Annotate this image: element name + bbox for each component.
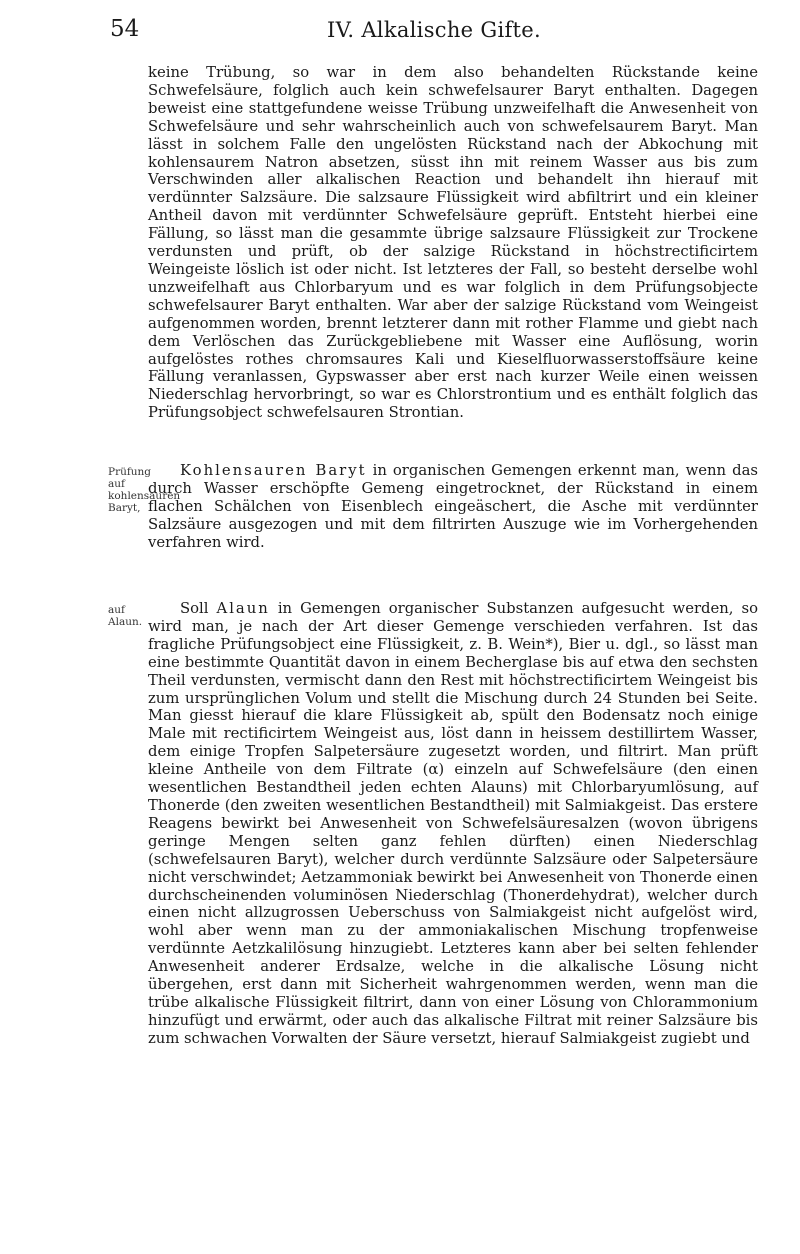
paragraph-2-body: in organischen Gemengen erkennt man, wenn das durch Wasser erschöpfte Gemeng eingetrocknet, der Rückstand in einem flachen Schälchen von Eisenblech eingeäschert, die Asche mit verdünnter Salzsäure ausgezogen und mit dem filtrirten Auszuge wie im Vorhergehenden verfahren wird.: [148, 462, 759, 551]
running-title: IV. Alkalische Gifte.: [327, 18, 541, 42]
margin-note-alaun: auf Alaun.: [108, 604, 143, 628]
keyword-kohlensauren-baryt: Kohlensauren Baryt: [180, 462, 367, 479]
page-number: 54: [110, 16, 140, 42]
keyword-alaun: Alaun: [216, 600, 270, 617]
margin-note-kohlensauren-baryt: Prüfung auf kohlensauren Baryt,: [108, 466, 181, 514]
paragraph-3-body: in Gemengen organischer Substanzen aufgesucht werden, so wird man, je nach der Art dieser Gemenge verschieden verfahren. Ist das fragliche Prüfungsobject eine Flüssigkeit, z. B. Wein*), Bier u. dgl., so lässt man eine bestimmte Quantität davon in einem Becherglase bis auf etwa den sechsten Theil verdunsten, vermischt dann den Rest mit höchstrectificirtem Weingeist bis zum ursprünglichen Volum und stellt die Mischung durch 24 Stunden bei Seite. Man giesst hierauf die klare Flüssigkeit ab, spült den Bodensatz noch einige Male mit rectificirtem Weingeist aus, löst dann in heissem destillirtem Wasser, dem einige Tropfen Salpetersäure zugesetzt worden, und filtrirt. Man prüft kleine Antheile von dem Filtrate (α) einzeln auf Schwefelsäure (den einen wesentlichen Bestandtheil jeden echten Alauns) mit Chlorbaryumlösung, auf Thonerde (den zweiten wesentlichen Bestandtheil) mit Salmiakgeist. Das erstere Reagens bewirkt bei Anwesenheit von Schwefelsäuresalzen (wovon übrigens geringe Mengen selten ganz fehlen dürften) einen Niederschlag (schwefelsauren Baryt), welcher durch verdünnte Salzsäure oder Salpetersäure nicht verschwindet; Aetzammoniak bewirkt bei Anwesenheit von Thonerde einen durchscheinenden voluminösen Niederschlag (Thonerdehydrat), welcher durch einen nicht allzugrossen Ueberschuss von Salmiakgeist nicht aufgelöst wird, wohl aber wenn man zu der ammoniakalischen Mischung tropfenweise verdünnte Aetzkalilösung hinzugiebt. Letzteres kann aber bei selten fehlender Anwesenheit anderer Erdsalze, welche in die alkalische Lösung nicht übergehen, erst dann mit Sicherheit wahrgenommen werden, wenn man die trübe alkalische Flüssigkeit filtrirt, dann von einer Lösung von Chlorammonium hinzufügt und erwärmt, oder auch das alkalische Filtrat mit reiner Salzsäure bis zum schwachen Vorwalten der Säure versetzt, hierauf Salmiakgeist zugiebt und: [148, 600, 758, 1047]
paragraph-3-lead: Soll: [180, 600, 217, 617]
paragraph-2: [148, 462, 758, 552]
paragraph-1: keine Trübung, so war in dem also behandelten Rückstande keine Schwefelsäure, folglich auch kein schwefelsaurer Baryt enthalten. Dagegen beweist eine stattgefundene weisse Trübung unzweifelhaft die Anwesenheit von Schwefelsäure und sehr wahrscheinlich auch von schwefelsaurem Baryt. Man lässt in solchem Falle den ungelösten Rückstand nach der Abkochung mit kohlensaurem Natron absetzen, süsst ihn mit reinem Wasser aus bis zum Verschwinden aller alkalischen Reaction und behandelt ihn hierauf mit verdünnter Salzsäure. Die salzsaure Flüssigkeit wird abfiltrirt und ein kleiner Antheil davon mit verdünnter Schwefelsäure geprüft. Entsteht hierbei eine Fällung, so lässt man die gesammte übrige salzsaure Flüssigkeit zur Trockene verdunsten und prüft, ob der salzige Rückstand in höchstrectificirtem Weingeiste löslich ist oder nicht. Ist letzteres der Fall, so besteht derselbe wohl unzweifelhaft aus Chlorbaryum und es war folglich in dem Prüfungsobjecte schwefelsaurer Baryt enthalten. War aber der salzige Rückstand vom Weingeist aufgenommen worden, brennt letzterer dann mit rother Flamme und giebt nach dem Verlöschen das Zurückgebliebene mit Wasser eine Auflösung, worin aufgelöstes rothes chromsaures Kali und Kieselfluorwasserstoffsäure keine Fällung veranlassen, Gypswasser aber erst nach kurzer Weile einen weissen Niederschlag hervorbringt, so war es Chlorstrontium und es enthält folglich das Prüfungsobject schwefelsauren Strontian.: [148, 64, 758, 422]
paragraph-3: [148, 600, 758, 1048]
page-header: [110, 16, 758, 50]
